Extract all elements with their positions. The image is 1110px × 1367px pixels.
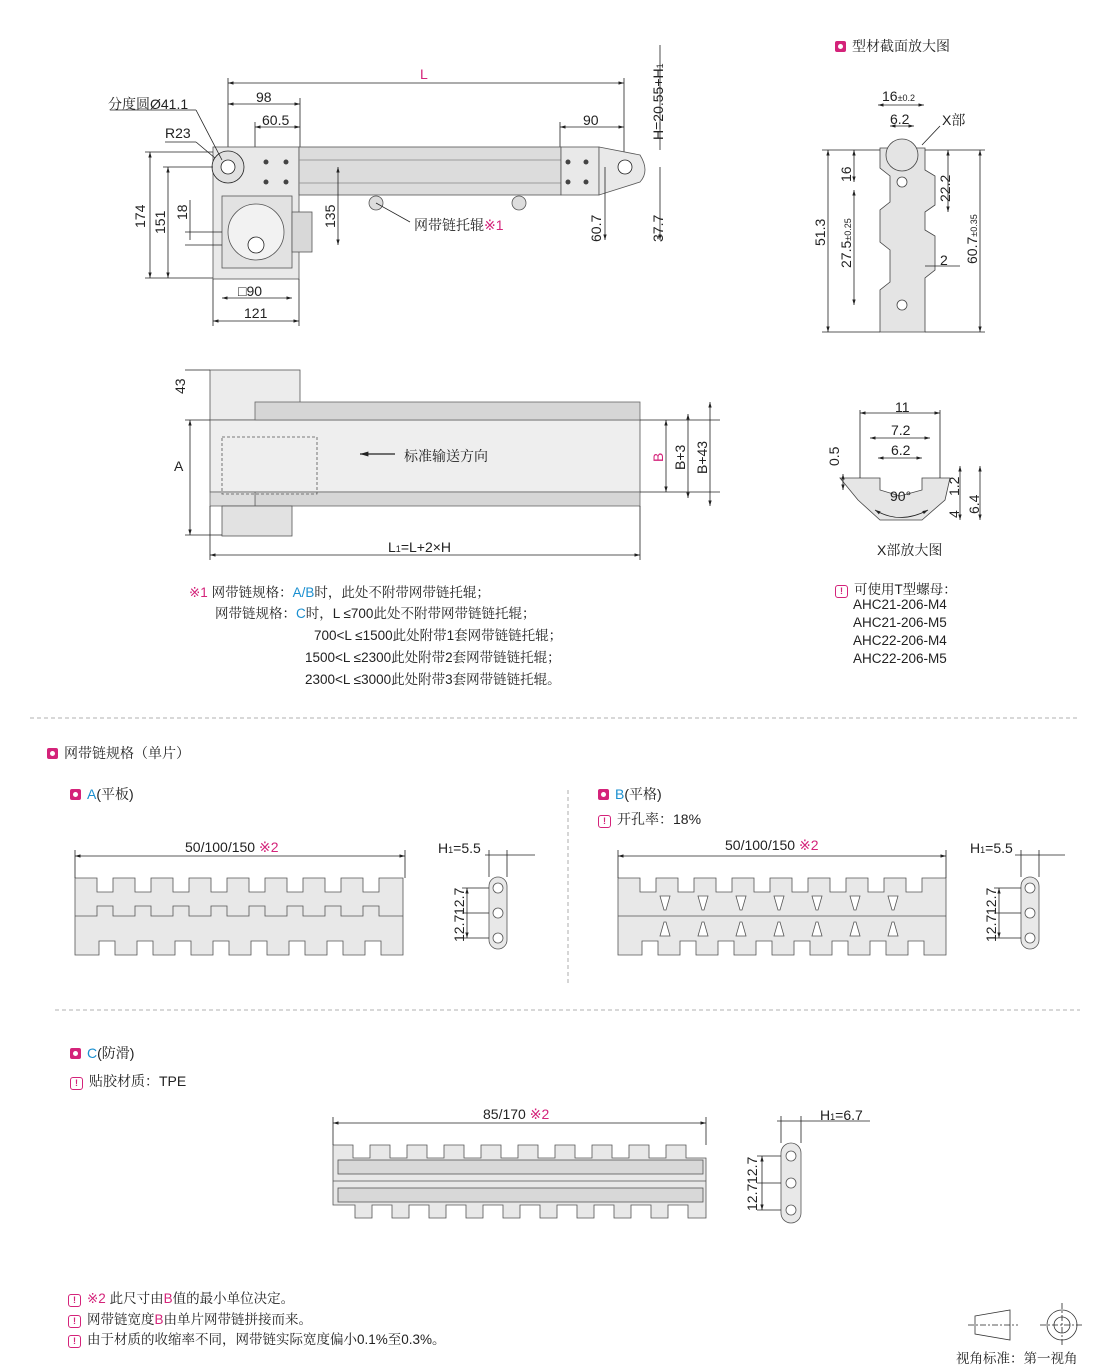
sec-dim-51-3: 51.3 xyxy=(812,218,828,246)
nut-item: AHC21-206-M4 xyxy=(853,597,947,612)
belt-a-width-text: 50/100/150 xyxy=(185,839,259,855)
sec-dim-16-tol: ±0.2 xyxy=(897,93,916,103)
belt-c-h1-val: =6.7 xyxy=(835,1107,863,1123)
footer-note-1 xyxy=(68,1287,294,1307)
notice-icon: ! xyxy=(68,1294,81,1307)
conveying-direction: 标准输送方向 xyxy=(404,448,488,464)
bullet-icon xyxy=(47,748,58,759)
sec-dim-60-7 xyxy=(964,214,980,264)
belt-b-label: (平格) xyxy=(624,786,662,802)
sec-dim-60-7-val: 60.7 xyxy=(964,236,980,264)
nuts-title xyxy=(835,578,957,598)
note1-line5: 2300<L ≤3000此处附带3套网带链链托辊。 xyxy=(305,672,561,687)
dim-151: 151 xyxy=(152,210,168,234)
sec-dim-16b: 16 xyxy=(838,166,854,182)
belt-a-letter: A xyxy=(87,786,97,802)
nut-item: AHC22-206-M4 xyxy=(853,633,947,648)
plan-dim-b43: B+43 xyxy=(694,440,710,474)
section-title-text: 型材截面放大图 xyxy=(852,38,950,54)
footer-note-1-mark: ※2 xyxy=(87,1291,106,1306)
belt-b-title xyxy=(598,784,662,804)
belt-b-drawing xyxy=(618,878,946,955)
first-angle-projection-icon xyxy=(968,1303,1084,1347)
view-standard: 视角标准：第一视角 xyxy=(956,1351,1078,1366)
footer-note-2-a: 网带链宽度 xyxy=(87,1312,155,1327)
note1-line2 xyxy=(215,602,535,622)
belt-a-h1 xyxy=(438,840,481,856)
belt-c-letter: C xyxy=(87,1045,98,1061)
belt-c-material-text: 贴胶材质：TPE xyxy=(89,1073,187,1089)
belt-a-width xyxy=(185,839,279,856)
plan-dim-b3: B+3 xyxy=(672,444,688,470)
belt-c-side-drawing xyxy=(757,1116,870,1223)
belt-c-drawing xyxy=(333,1145,706,1218)
footer-note-1-a: 此尺寸由 xyxy=(105,1291,164,1306)
note1-line3: 700<L ≤1500此处附带1套网带链链托辊； xyxy=(314,628,563,643)
belt-a-h1-h: H xyxy=(438,840,449,856)
note1-l1ab: A/B xyxy=(292,585,315,600)
sec-dim-27-5 xyxy=(838,218,854,268)
note1-line4: 1500<L ≤2300此处附带2套网带链链托辊； xyxy=(305,650,561,665)
sec-dim-2: 2 xyxy=(940,252,948,268)
belt-a-pitch-1: 12.7 xyxy=(451,887,467,915)
belt-a-drawing xyxy=(75,878,403,955)
dim-pitch-circle: 分度圆Ø41.1 xyxy=(108,96,189,112)
belt-b-mark: ※2 xyxy=(798,837,819,853)
bullet-icon xyxy=(598,789,609,800)
note1-l1a: 网带链规格： xyxy=(207,585,293,600)
plan-dim-l1-rest: =L+2×H xyxy=(400,539,452,555)
notice-icon: ! xyxy=(598,815,611,828)
sec-dim-6-2: 6.2 xyxy=(890,111,910,127)
belt-c-title xyxy=(70,1043,134,1063)
note1-l2c: C xyxy=(296,606,306,621)
sec-dim-22-2: 22.2 xyxy=(937,174,953,202)
sec-dim-27-5-tol: ±0.25 xyxy=(843,218,853,241)
belt-a-title xyxy=(70,784,134,804)
note1-l2b: 时，L ≤700此处不附带网带链链托辊； xyxy=(305,606,536,621)
note1-l2a: 网带链规格： xyxy=(215,606,296,621)
belt-b-letter: B xyxy=(615,786,625,802)
note1-l1b: 时，此处不附带网带链托辊； xyxy=(314,585,490,600)
notice-icon: ! xyxy=(68,1335,81,1348)
xd-dim-1-2: 1.2 xyxy=(946,476,962,496)
note1-mark: ※1 xyxy=(189,585,208,600)
xd-title: X部放大图 xyxy=(877,542,943,558)
dim-h-sub: 1 xyxy=(655,63,665,69)
spec-title-text: 网带链规格（单片） xyxy=(64,745,190,761)
notice-icon: ! xyxy=(835,585,848,598)
belt-c-pitch-2: 12.7 xyxy=(744,1183,760,1211)
belt-c-h1 xyxy=(820,1107,863,1123)
note1-line1 xyxy=(189,581,490,601)
plan-dim-l1-sub: 1 xyxy=(395,544,401,554)
footer-note-2-b: B xyxy=(154,1312,164,1327)
belt-b-width-text: 50/100/150 xyxy=(725,837,799,853)
dim-174: 174 xyxy=(132,204,148,228)
dim-18: 18 xyxy=(174,204,190,220)
notice-icon: ! xyxy=(70,1077,83,1090)
belt-c-width xyxy=(483,1106,549,1123)
roller-label-text: 网带链托辊 xyxy=(414,217,484,233)
belt-a-pitch-2: 12.7 xyxy=(451,914,467,942)
belt-b-h1-sub: 1 xyxy=(980,845,986,855)
nuts-title-text: 可使用T型螺母： xyxy=(854,582,957,597)
belt-c-h1-h: H xyxy=(820,1107,831,1123)
belt-a-label: (平板) xyxy=(96,786,134,802)
sec-dim-60-7-tol: ±0.35 xyxy=(969,214,979,237)
xd-dim-6-2: 6.2 xyxy=(891,442,911,458)
sec-x-part: X部 xyxy=(942,112,966,128)
dim-121: 121 xyxy=(244,305,268,321)
spec-title xyxy=(47,743,190,763)
bullet-icon xyxy=(70,1048,81,1059)
plan-dim-43: 43 xyxy=(172,378,188,394)
belt-b-h1-h: H xyxy=(970,840,981,856)
xd-dim-6-4: 6.4 xyxy=(966,494,982,514)
plan-dim-a: A xyxy=(174,458,184,474)
xd-dim-11: 11 xyxy=(895,399,910,415)
belt-c-material xyxy=(70,1071,186,1091)
notice-icon: ! xyxy=(68,1315,81,1328)
xd-angle: 90° xyxy=(890,488,912,504)
dim-37-7: 37.7 xyxy=(650,214,666,242)
xd-dim-4: 4 xyxy=(946,510,962,518)
sec-dim-16-val: 16 xyxy=(882,88,898,104)
dim-square-90: □90 xyxy=(238,283,263,299)
dim-h xyxy=(650,63,666,140)
belt-b-pitch-2: 12.7 xyxy=(983,914,999,942)
dim-l: L xyxy=(420,66,428,82)
footer-note-2-c: 由单片网带链拼接而来。 xyxy=(163,1312,313,1327)
dim-90-right: 90 xyxy=(583,112,599,128)
belt-c-h1-sub: 1 xyxy=(830,1112,836,1122)
belt-a-h1-sub: 1 xyxy=(448,845,454,855)
nut-item: AHC22-206-M5 xyxy=(853,651,947,666)
belt-b-side-drawing xyxy=(994,850,1065,949)
belt-b-h1 xyxy=(970,840,1013,856)
nut-item: AHC21-206-M5 xyxy=(853,615,947,630)
xd-dim-7-2: 7.2 xyxy=(891,422,911,438)
xd-dim-0-5: 0.5 xyxy=(826,446,842,466)
plan-dim-l1-text: L xyxy=(388,539,396,555)
footer-note-1-c: 值的最小单位决定。 xyxy=(172,1291,295,1306)
plan-dim-b: B xyxy=(650,452,666,462)
dim-98: 98 xyxy=(256,89,272,105)
roller-label xyxy=(414,215,504,235)
sec-dim-16 xyxy=(882,88,915,104)
footer-note-3 xyxy=(68,1328,446,1348)
sec-dim-27-5-val: 27.5 xyxy=(838,240,854,268)
dim-r23: R23 xyxy=(165,125,191,141)
bullet-icon xyxy=(70,789,81,800)
belt-a-mark: ※2 xyxy=(258,839,279,855)
dim-h-text: H=20.55+H xyxy=(650,68,666,140)
belt-b-open-text: 开孔率：18% xyxy=(617,811,702,827)
dim-60-7: 60.7 xyxy=(588,214,604,242)
footer-note-2 xyxy=(68,1308,312,1328)
bullet-icon xyxy=(835,41,846,52)
belt-c-mark: ※2 xyxy=(529,1106,550,1122)
dim-135: 135 xyxy=(322,204,338,228)
belt-b-open-rate xyxy=(598,809,701,829)
footer-note-3-text: 由于材质的收缩率不同，网带链实际宽度偏小0.1%至0.3%。 xyxy=(87,1332,446,1347)
roller-mark: ※1 xyxy=(484,217,504,233)
belt-c-pitch-1: 12.7 xyxy=(744,1156,760,1184)
belt-b-width xyxy=(725,837,819,854)
side-view-drawing xyxy=(110,45,660,326)
belt-a-h1-val: =5.5 xyxy=(453,840,481,856)
belt-a-side-drawing xyxy=(462,850,535,949)
belt-b-h1-val: =5.5 xyxy=(985,840,1013,856)
belt-c-width-text: 85/170 xyxy=(483,1106,530,1122)
belt-c-label: (防滑) xyxy=(97,1045,135,1061)
section-title xyxy=(835,36,950,56)
belt-b-pitch-1: 12.7 xyxy=(983,887,999,915)
footer-note-1-b: B xyxy=(163,1291,173,1306)
plan-dim-l1 xyxy=(388,539,451,555)
dim-60-5: 60.5 xyxy=(262,112,290,128)
